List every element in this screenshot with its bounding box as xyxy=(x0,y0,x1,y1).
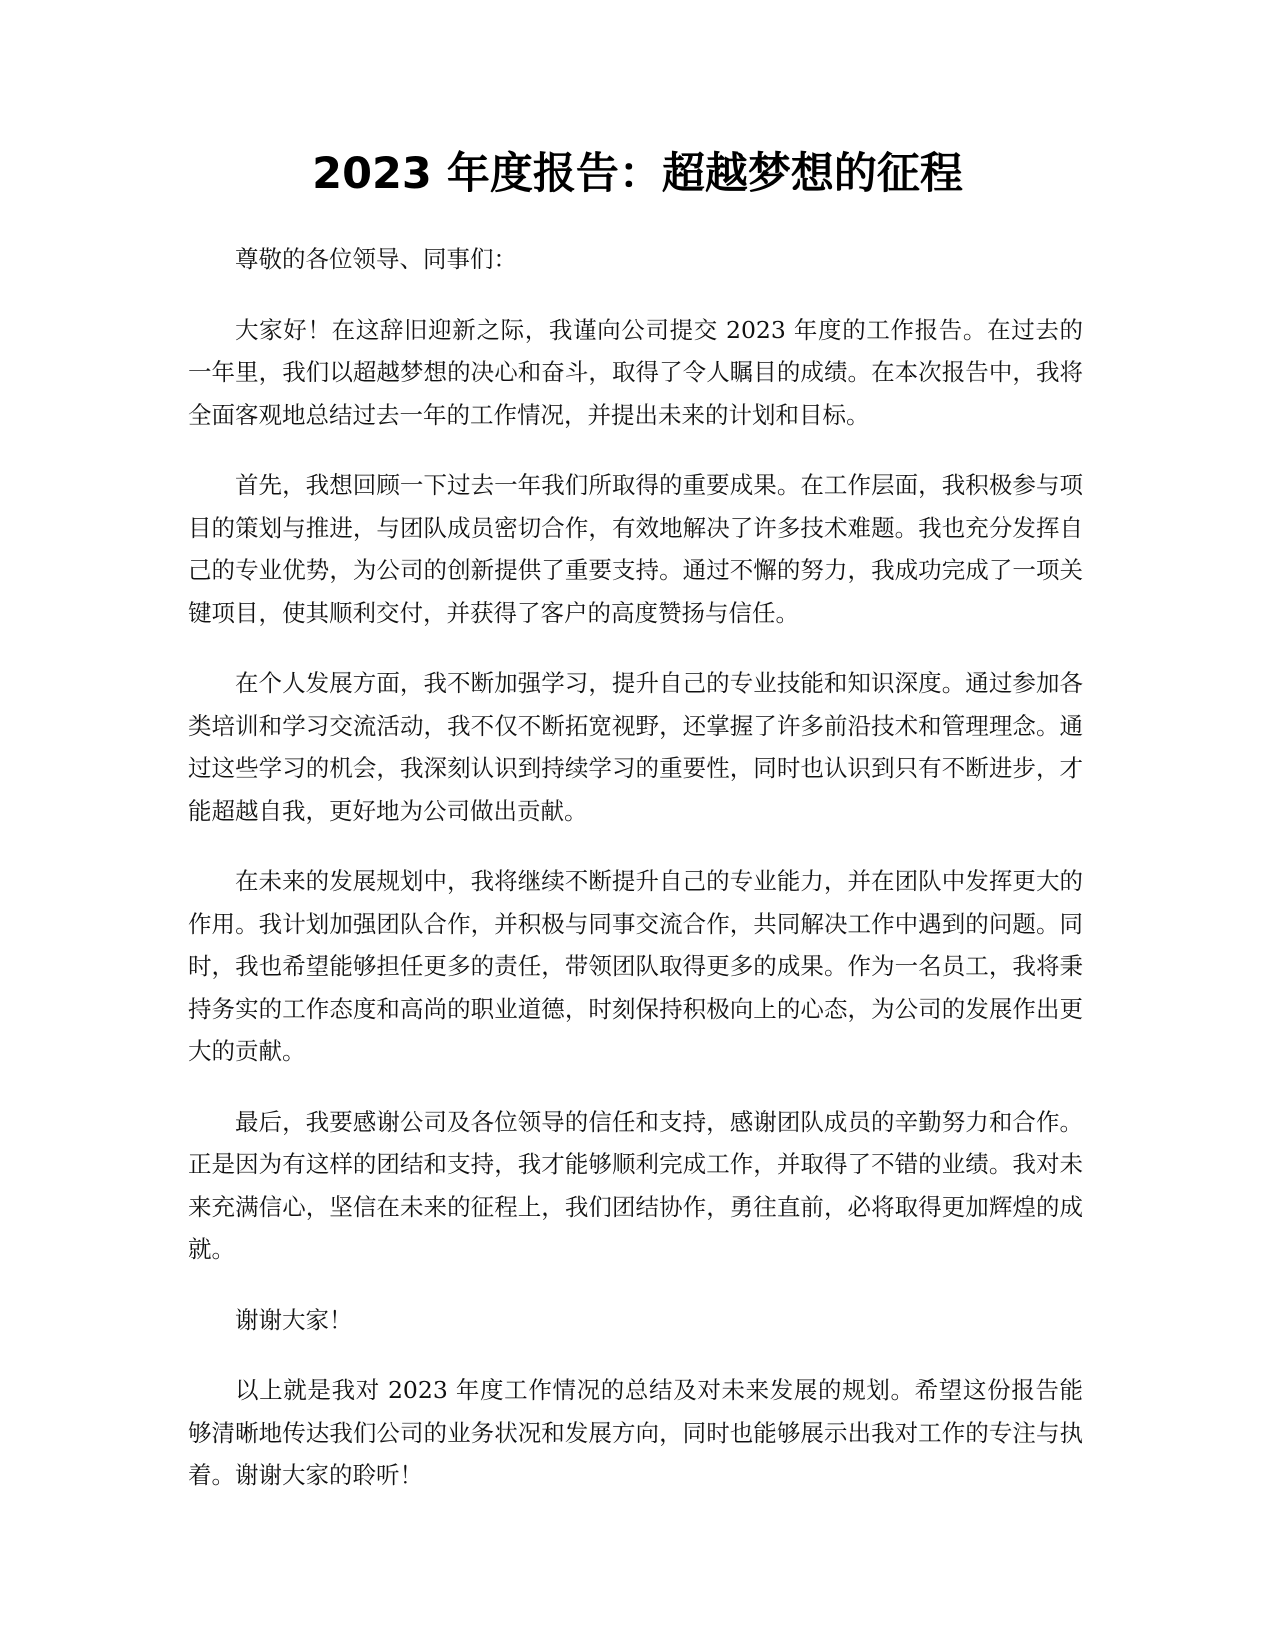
summary-paragraph: 以上就是我对 2023 年度工作情况的总结及对未来发展的规划。希望这份报告能够清晰地传达我们公司的业务状况和发展方向，同时也能够展示出我对工作的专注与执着。谢谢大家的聆听！ xyxy=(188,1376,1083,1489)
thanks-paragraph: 最后，我要感谢公司及各位领导的信任和支持，感谢团队成员的辛勤努力和合作。正是因为有这样的团结和支持，我才能够顺利完成工作，并取得了不错的业绩。我对未来充满信心，坚信在未来的征程上，我们团结协作，勇往直前，必将取得更加辉煌的成就。 xyxy=(188,1107,1083,1263)
closing-thanks-paragraph: 谢谢大家！ xyxy=(235,1305,353,1334)
achievements-paragraph: 首先，我想回顾一下过去一年我们所取得的重要成果。在工作层面，我积极参与项目的策划与推进，与团队成员密切合作，有效地解决了许多技术难题。我也充分发挥自己的专业优势，为公司的创新提供了重要支持。通过不懈的努力，我成功完成了一项关键项目，使其顺利交付，并获得了客户的高度赞扬与信任。 xyxy=(188,471,1083,627)
intro-paragraph: 大家好！在这辞旧迎新之际，我谨向公司提交 2023 年度的工作报告。在过去的一年里，我们以超越梦想的决心和奋斗，取得了令人瞩目的成绩。在本次报告中，我将全面客观地总结过去一年的工作情况，并提出未来的计划和目标。 xyxy=(188,315,1083,429)
future-plan-paragraph: 在未来的发展规划中，我将继续不断提升自己的专业能力，并在团队中发挥更大的作用。我计划加强团队合作，并积极与同事交流合作，共同解决工作中遇到的问题。同时，我也希望能够担任更多的责任，带领团队取得更多的成果。作为一名员工，我将秉持务实的工作态度和高尚的职业道德，时刻保持积极向上的心态，为公司的发展作出更大的贡献。 xyxy=(188,867,1083,1065)
document-title: 2023 年度报告：超越梦想的征程 xyxy=(312,149,963,199)
document-body xyxy=(188,238,1083,1525)
personal-development-paragraph: 在个人发展方面，我不断加强学习，提升自己的专业技能和知识深度。通过参加各类培训和学习交流活动，我不仅不断拓宽视野，还掌握了许多前沿技术和管理理念。通过这些学习的机会，我深刻认识到持续学习的重要性，同时也认识到只有不断进步，才能超越自我，更好地为公司做出贡献。 xyxy=(188,669,1083,825)
salutation-paragraph: 尊敬的各位领导、同事们： xyxy=(235,245,517,273)
